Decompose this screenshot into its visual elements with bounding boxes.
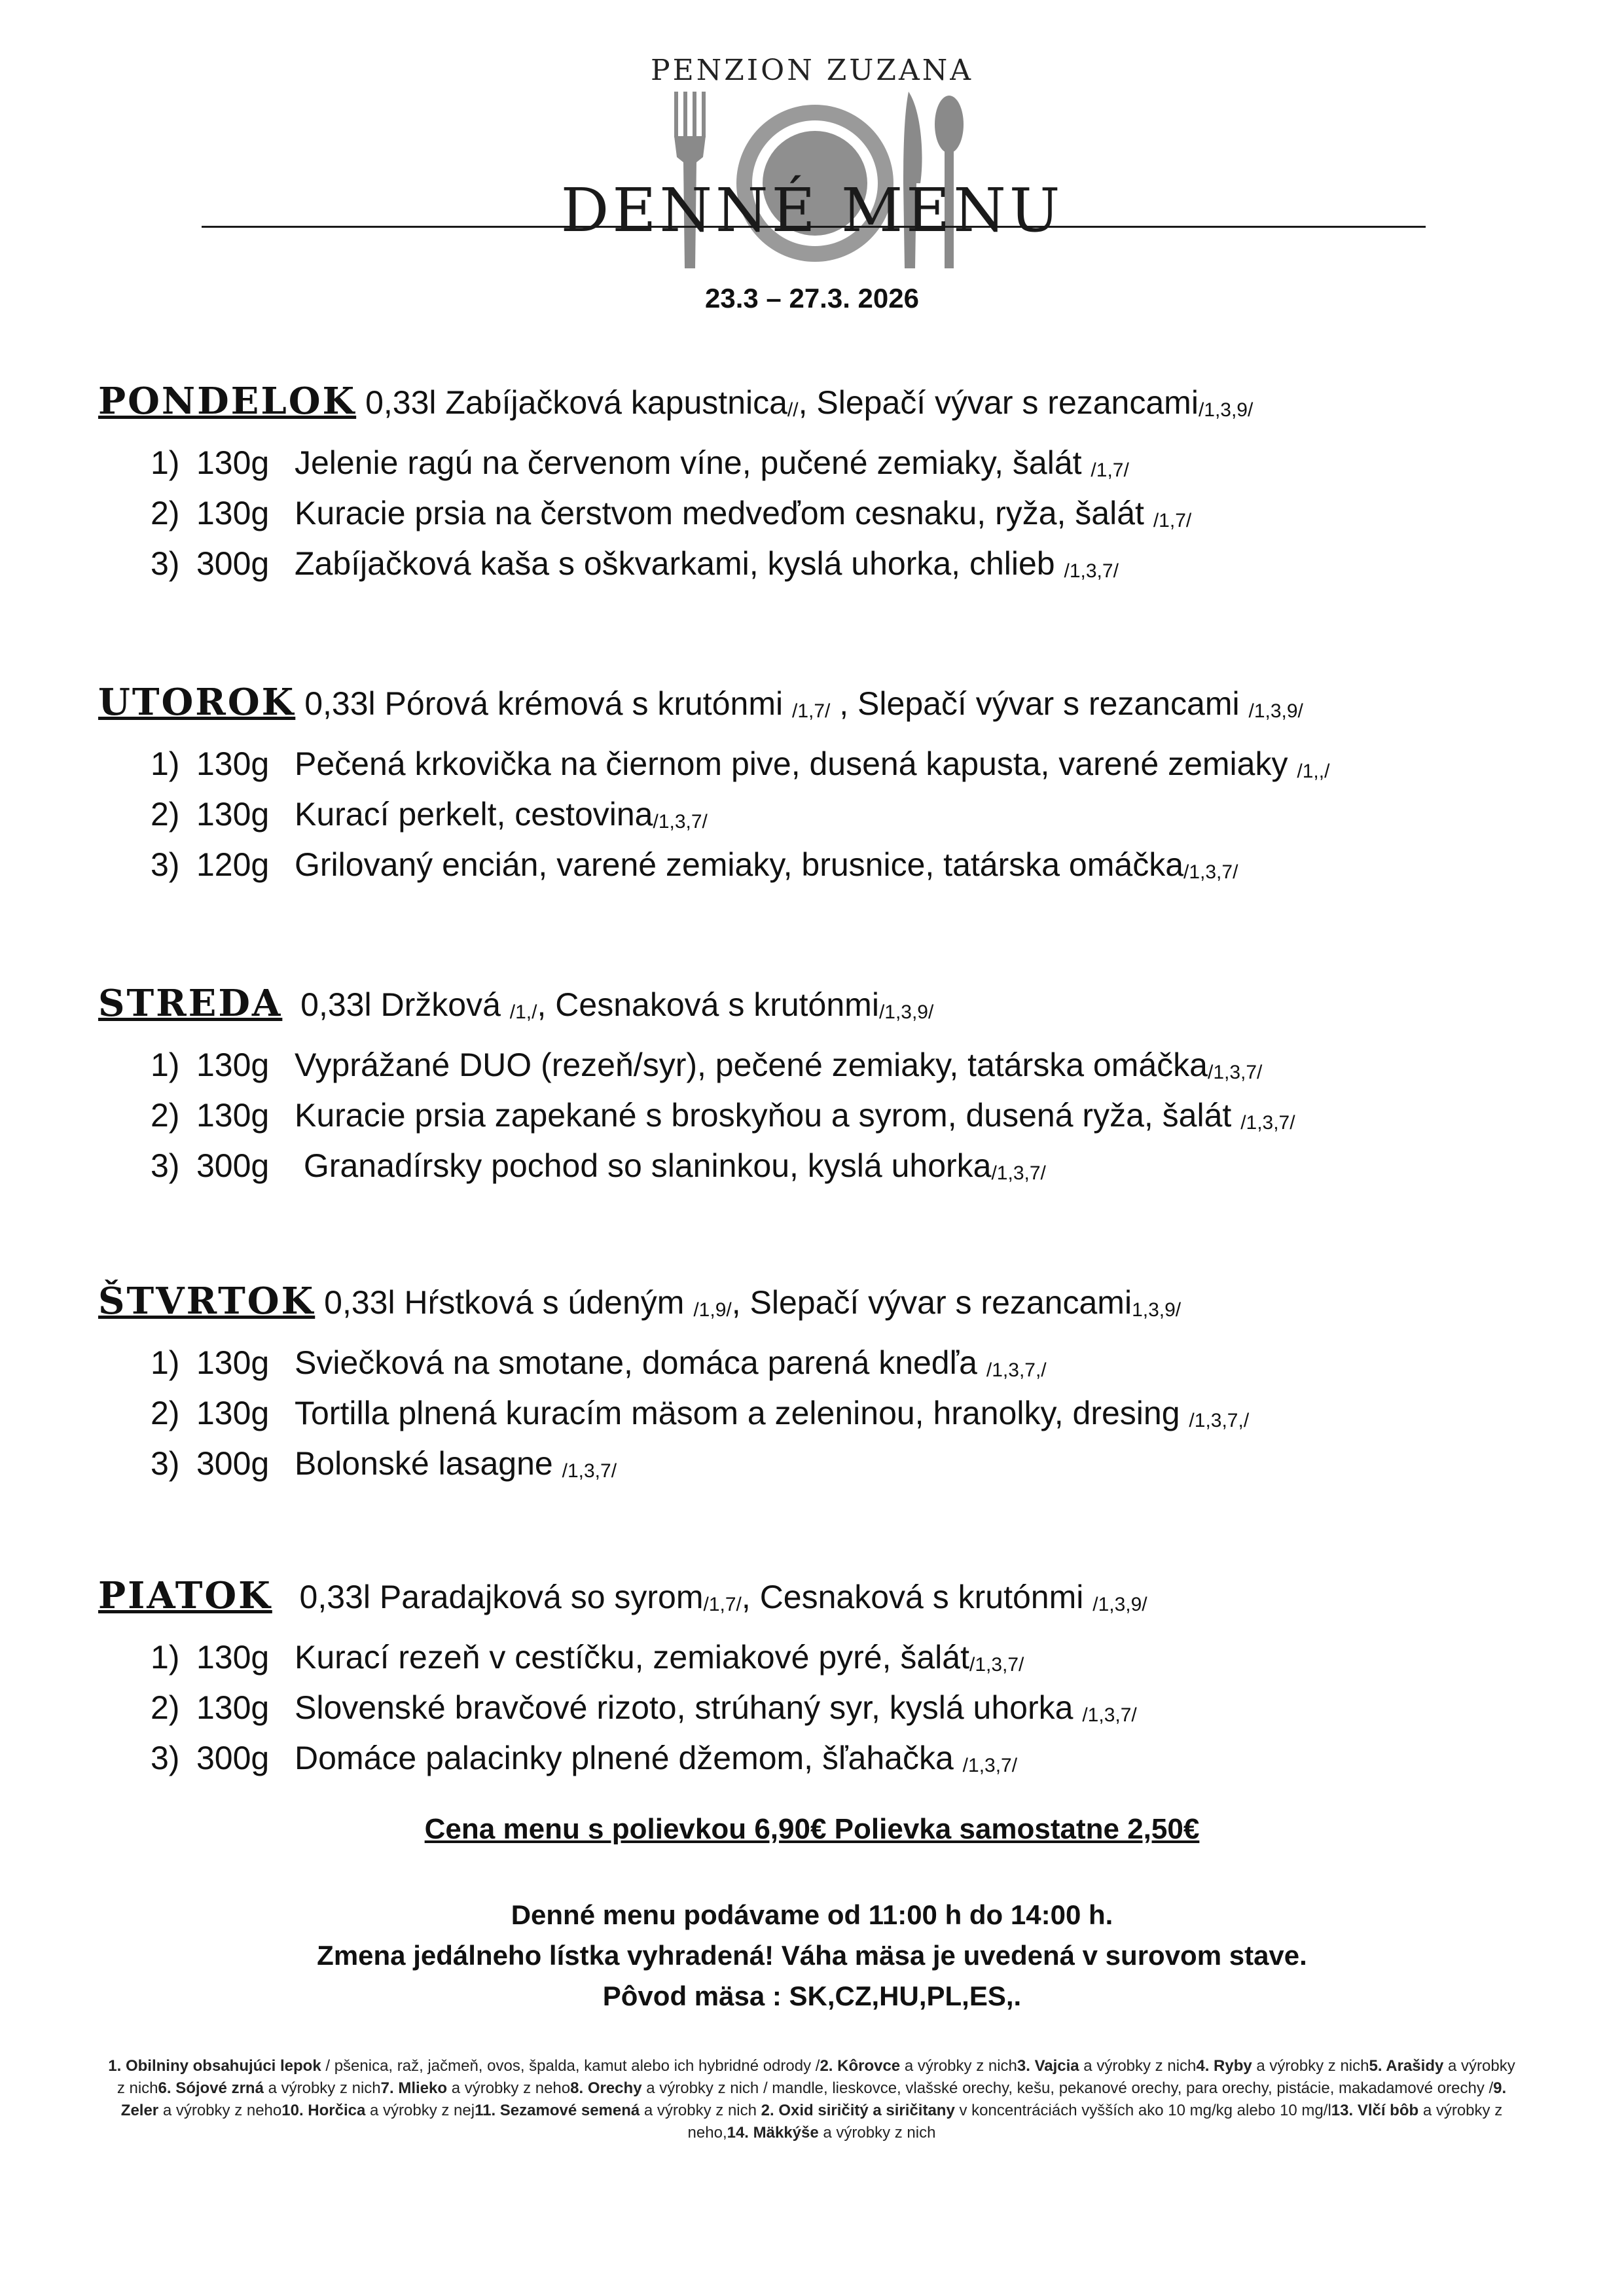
meal-name: Pečená krkovička na čiernom pive, dusená kapusta, varené zemiaky xyxy=(295,745,1288,782)
soup-volume: 0,33l xyxy=(324,1284,395,1321)
meal-item xyxy=(151,1096,1538,1147)
meal-allergens: /1,3,7/ xyxy=(991,1162,1046,1184)
meal-name: Sviečková na smotane, domáca parená knedľa xyxy=(295,1344,977,1381)
meal-number: 1) xyxy=(151,745,180,782)
change-notice: Zmena jedálneho lístka vyhradená! Váha mäsa je uvedená v surovom stave. xyxy=(317,1940,1307,1971)
soup-volume: 0,33l xyxy=(299,1579,370,1615)
soup-2-allergens: /1,3,9/ xyxy=(1198,399,1254,421)
meal-allergens: /1,3,7/ xyxy=(562,1460,617,1482)
meal-list xyxy=(98,745,1538,896)
meal-allergens: /1,7/ xyxy=(1091,459,1129,481)
allergen-desc: a výrobky z nich xyxy=(1252,2057,1369,2075)
allergen-name: 1. Obilniny obsahujúci lepok xyxy=(108,2057,321,2075)
soup-1-allergens: // xyxy=(787,399,799,421)
meal-name: Jelenie ragú na červenom víne, pučené zemiaky, šalát xyxy=(295,444,1082,481)
price-line: Cena menu s polievkou 6,90€ Polievka samostatne 2,50€ xyxy=(424,1813,1200,1845)
day-wednesday xyxy=(98,982,1538,1197)
day-thursday xyxy=(98,1280,1538,1495)
allergen-desc: a výrobky z neho xyxy=(158,2102,282,2119)
allergen-name: 2. Kôrovce xyxy=(820,2057,901,2075)
meal-weight: 130g xyxy=(196,495,270,531)
meal-item xyxy=(151,1739,1538,1789)
meal-name: Bolonské lasagne xyxy=(295,1445,553,1482)
meal-item xyxy=(151,494,1538,545)
meal-weight: 300g xyxy=(196,545,270,582)
meal-allergens: /1,3,7/ xyxy=(1207,1062,1263,1083)
meal-item xyxy=(151,1394,1538,1444)
meal-number: 3) xyxy=(151,545,180,582)
allergen-desc: v koncentráciách vyšších ako 10 mg/kg alebo 10 mg/l xyxy=(954,2102,1331,2119)
meal-number: 1) xyxy=(151,1344,180,1381)
meal-weight: 130g xyxy=(196,1689,270,1726)
meal-item xyxy=(151,1444,1538,1495)
meal-name: Kuracie prsia na čerstvom medveďom cesnaku, ryža, šalát xyxy=(295,495,1144,531)
allergen-desc: / pšenica, raž, jačmeň, ovos, špalda, kamut alebo ich hybridné odrody / xyxy=(321,2057,820,2075)
meal-list xyxy=(98,1638,1538,1789)
day-header: PONDELOK 0,33l Zabíjačková kapustnica//, Slepačí vývar s rezancami/1,3,9/ xyxy=(98,380,1254,423)
soup-1-allergens: /1,/ xyxy=(509,1001,537,1023)
allergen-desc: a výrobky z nich / mandle, lieskovce, vlašské orechy, kešu, pekanové orechy, para orechy, pistácie, makadamové orechy / xyxy=(641,2079,1494,2097)
meal-number: 2) xyxy=(151,495,180,531)
allergen-name: 6. Sójové zrná xyxy=(158,2079,264,2097)
page-title: DENNÉ MENU xyxy=(560,175,1064,245)
meal-item xyxy=(151,745,1538,795)
soup-1: Hŕstková s údeným xyxy=(404,1284,685,1321)
allergen-desc: a výrobky z nej xyxy=(365,2102,475,2119)
day-tuesday xyxy=(98,681,1538,896)
soup-1: Zabíjačková kapustnica xyxy=(445,384,787,421)
meal-list xyxy=(98,1344,1538,1495)
soup-2: Cesnaková s krutónmi xyxy=(555,986,879,1023)
meal-number: 3) xyxy=(151,1147,180,1184)
meal-allergens: /1,3,7/ xyxy=(1183,861,1238,883)
meal-name: Grilovaný encián, varené zemiaky, brusnice, tatárska omáčka xyxy=(295,846,1184,883)
day-monday xyxy=(98,380,1538,595)
meal-name: Slovenské bravčové rizoto, strúhaný syr, kyslá uhorka xyxy=(295,1689,1074,1726)
meal-weight: 130g xyxy=(196,444,270,481)
allergen-name: 10. Horčica xyxy=(281,2102,366,2119)
meal-item xyxy=(151,795,1538,846)
allergen-desc: a výrobky z nich xyxy=(263,2079,381,2097)
serving-hours: Denné menu podávame od 11:00 h do 14:00 h. xyxy=(511,1899,1113,1930)
meal-weight: 130g xyxy=(196,796,270,833)
soup-2: Cesnaková s krutónmi xyxy=(759,1579,1084,1615)
meal-item xyxy=(151,444,1538,494)
soup-2: Slepačí vývar s rezancami xyxy=(749,1284,1132,1321)
allergen-name: 14. Mäkkýše xyxy=(727,2124,819,2142)
meal-number: 2) xyxy=(151,1097,180,1134)
soup-1-allergens: /1,7/ xyxy=(703,1594,742,1615)
meal-allergens: /1,7/ xyxy=(1153,510,1192,531)
allergen-desc: a výrobky z neho xyxy=(447,2079,571,2097)
meal-list xyxy=(98,444,1538,595)
meal-weight: 120g xyxy=(196,846,270,883)
meal-number: 1) xyxy=(151,1639,180,1676)
meal-number: 1) xyxy=(151,444,180,481)
meal-weight: 130g xyxy=(196,1047,270,1083)
meal-weight: 300g xyxy=(196,1740,270,1776)
allergen-name: 3. Vajcia xyxy=(1017,2057,1079,2075)
meal-allergens: /1,3,7/ xyxy=(1082,1704,1137,1726)
meal-allergens: /1,3,7/ xyxy=(1064,560,1119,582)
serving-info xyxy=(0,1895,1624,2017)
meal-item xyxy=(151,1046,1538,1096)
meal-allergens: /1,3,7,/ xyxy=(986,1359,1047,1381)
allergen-name: 13. Vlčí bôb xyxy=(1331,2102,1419,2119)
day-name: PONDELOK xyxy=(98,380,357,423)
meat-origin: Pôvod mäsa : SK,CZ,HU,PL,ES,. xyxy=(602,1981,1022,2011)
meal-allergens: /1,3,7,/ xyxy=(1189,1410,1250,1431)
meal-item xyxy=(151,1689,1538,1739)
day-name: PIATOK xyxy=(98,1574,272,1617)
allergen-desc: a výrobky z nich xyxy=(818,2124,936,2142)
meal-number: 3) xyxy=(151,846,180,883)
meal-list xyxy=(98,1046,1538,1197)
allergen-name: 9. Zeler xyxy=(120,2079,1507,2119)
meal-weight: 130g xyxy=(196,1097,270,1134)
day-header: UTOROK 0,33l Pórová krémová s krutónmi /1,7/ , Slepačí vývar s rezancami /1,3,9/ xyxy=(98,681,1303,724)
meal-allergens: /1,3,7/ xyxy=(1240,1112,1295,1134)
allergen-name: 4. Ryby xyxy=(1196,2057,1252,2075)
meal-item xyxy=(151,1147,1538,1197)
meal-item xyxy=(151,1638,1538,1689)
soup-2-allergens: /1,3,9/ xyxy=(1092,1594,1147,1615)
soup-2-allergens: /1,3,9/ xyxy=(878,1001,934,1023)
meal-number: 3) xyxy=(151,1445,180,1482)
meal-item xyxy=(151,545,1538,595)
soup-2-allergens: /1,3,9/ xyxy=(1248,700,1303,722)
meal-allergens: /1,3,7/ xyxy=(969,1654,1024,1676)
meal-name: Domáce palacinky plnené džemom, šľahačka xyxy=(295,1740,954,1776)
soup-2-allergens: 1,3,9/ xyxy=(1132,1299,1182,1321)
meal-weight: 130g xyxy=(196,745,270,782)
meal-item xyxy=(151,846,1538,896)
soup-volume: 0,33l xyxy=(300,986,372,1023)
meal-weight: 130g xyxy=(196,1395,270,1431)
soup-1-allergens: /1,7/ xyxy=(791,700,831,722)
soup-volume: 0,33l xyxy=(365,384,437,421)
meal-weight: 300g xyxy=(196,1147,270,1184)
day-name: STREDA xyxy=(98,982,283,1025)
meal-allergens: /1,,/ xyxy=(1297,761,1330,782)
allergen-name: 11. Sezamové semená xyxy=(475,2102,640,2119)
meal-number: 2) xyxy=(151,1689,180,1726)
meal-name: Tortilla plnená kuracím mäsom a zeleninou, hranolky, dresing xyxy=(295,1395,1180,1431)
soup-1-allergens: /1,9/ xyxy=(693,1299,732,1321)
brand-name: PENZION ZUZANA xyxy=(650,54,973,87)
allergen-name: 8. Orechy xyxy=(570,2079,642,2097)
meal-allergens: /1,3,7/ xyxy=(962,1755,1018,1776)
soup-1: Držková xyxy=(380,986,501,1023)
meal-number: 1) xyxy=(151,1047,180,1083)
meal-weight: 130g xyxy=(196,1344,270,1381)
allergen-name: 5. Arašidy xyxy=(1369,2057,1444,2075)
day-friday xyxy=(98,1574,1538,1789)
allergen-name: 2. Oxid siričitý a siričitany xyxy=(761,2102,955,2119)
allergen-name: 7. Mlieko xyxy=(380,2079,448,2097)
meal-number: 2) xyxy=(151,796,180,833)
allergen-desc: a výrobky z nich xyxy=(1079,2057,1197,2075)
meal-number: 2) xyxy=(151,1395,180,1431)
meal-name: Granadírsky pochod so slaninkou, kyslá uhorka xyxy=(303,1147,992,1184)
meal-name: Kuracie prsia zapekané s broskyňou a syrom, dusená ryža, šalát xyxy=(295,1097,1232,1134)
day-header: ŠTVRTOK 0,33l Hŕstková s údeným /1,9/, Slepačí vývar s rezancami1,3,9/ xyxy=(98,1280,1182,1323)
meal-name: Zabíjačková kaša s oškvarkami, kyslá uhorka, chlieb xyxy=(295,545,1055,582)
soup-2: Slepačí vývar s rezancami xyxy=(857,685,1240,722)
day-header: PIATOK 0,33l Paradajková so syrom/1,7/, Cesnaková s krutónmi /1,3,9/ xyxy=(98,1574,1147,1617)
allergen-legend xyxy=(105,2055,1519,2144)
soup-1: Paradajková so syrom xyxy=(379,1579,704,1615)
meal-number: 3) xyxy=(151,1740,180,1776)
day-name: UTOROK xyxy=(98,681,296,724)
meal-allergens: /1,3,7/ xyxy=(653,811,708,833)
meal-weight: 300g xyxy=(196,1445,270,1482)
meal-name: Kurací perkelt, cestovina xyxy=(295,796,653,833)
day-name: ŠTVRTOK xyxy=(98,1280,316,1323)
meal-name: Vyprážané DUO (rezeň/syr), pečené zemiaky, tatárska omáčka xyxy=(295,1047,1208,1083)
day-header: STREDA 0,33l Držková /1,/, Cesnaková s krutónmi/1,3,9/ xyxy=(98,982,934,1025)
soup-volume: 0,33l xyxy=(304,685,376,722)
allergen-desc: a výrobky z nich xyxy=(900,2057,1017,2075)
allergen-desc: a výrobky z nich xyxy=(117,2057,1515,2097)
date-range: 23.3 – 27.3. 2026 xyxy=(705,283,919,314)
soup-1: Pórová krémová s krutónmi xyxy=(384,685,784,722)
meal-item xyxy=(151,1344,1538,1394)
meal-weight: 130g xyxy=(196,1639,270,1676)
allergen-desc: a výrobky z neho, xyxy=(687,2102,1503,2142)
soup-2: Slepačí vývar s rezancami xyxy=(816,384,1199,421)
allergen-desc: a výrobky z nich xyxy=(640,2102,761,2119)
header xyxy=(0,0,1624,327)
meal-name: Kurací rezeň v cestíčku, zemiakové pyré, šalát xyxy=(295,1639,969,1676)
